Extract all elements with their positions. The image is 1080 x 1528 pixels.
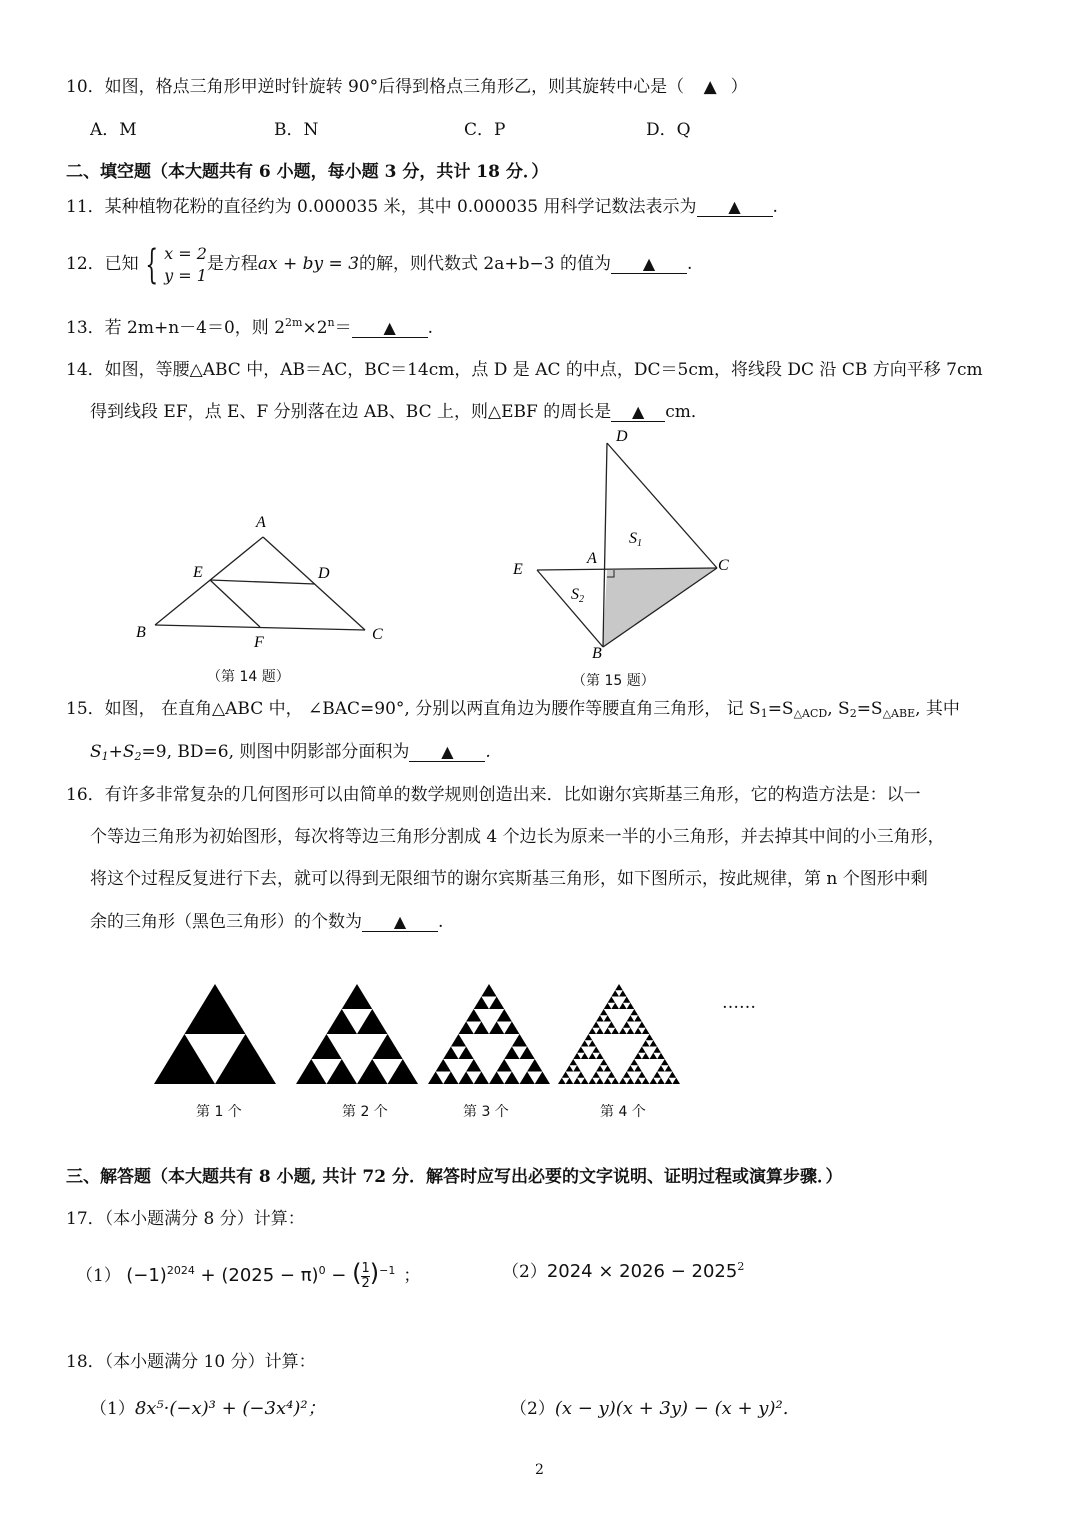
label-e: E xyxy=(193,564,203,581)
black-triangle xyxy=(608,997,616,1003)
black-triangle xyxy=(589,1053,597,1059)
black-triangle xyxy=(627,1003,635,1009)
q12 xyxy=(66,238,692,290)
black-triangle xyxy=(562,1072,570,1078)
black-triangle xyxy=(615,984,623,990)
q14-text1: 如图，等腰△ABC 中，AB＝AC，BC＝14cm，点 D 是 AC 的中点，DC＝5cm，将线段 DC 沿 CB 方向平移 7cm xyxy=(104,360,983,380)
q16-text4: 余的三角形（黑色三角形）的个数为 xyxy=(90,912,362,932)
answer-blank: ▲ xyxy=(362,913,438,932)
black-triangle xyxy=(630,1009,638,1015)
q10-number: 10． xyxy=(66,77,105,97)
black-triangle xyxy=(604,1015,612,1021)
black-triangle xyxy=(623,997,631,1003)
black-triangle xyxy=(596,1078,604,1084)
label-a: A xyxy=(587,550,597,567)
q18-p2-expr: (x − y)(x + 3y) − (x + y)². xyxy=(554,1398,789,1419)
q11-number: 11． xyxy=(66,197,105,217)
segment-ef xyxy=(210,580,260,627)
black-triangle xyxy=(589,1040,597,1046)
black-triangle xyxy=(653,1047,661,1053)
black-triangle xyxy=(558,1078,566,1084)
black-triangle xyxy=(638,1022,646,1028)
black-triangle xyxy=(520,1047,535,1060)
q15-number: 15． xyxy=(66,699,105,719)
q13 xyxy=(66,317,433,339)
q15-line1 xyxy=(66,698,960,720)
black-triangle xyxy=(566,1078,574,1084)
q14-text2: 得到线段 EF，点 E、F 分别落在边 AB、BC 上，则△EBF 的周长是 xyxy=(90,402,612,422)
q17-p2-label: （2） xyxy=(502,1262,547,1282)
black-triangle xyxy=(665,1078,673,1084)
black-triangle xyxy=(185,984,246,1034)
black-triangle xyxy=(611,1028,619,1034)
q16-line1 xyxy=(66,784,921,806)
black-triangle xyxy=(657,1053,665,1059)
q13-eq: ＝ xyxy=(334,318,352,338)
black-triangle xyxy=(596,1053,604,1059)
black-triangle xyxy=(296,1059,327,1084)
q15-t4: =S xyxy=(856,699,883,719)
black-triangle xyxy=(619,1003,627,1009)
black-triangle xyxy=(504,1072,519,1085)
black-triangle xyxy=(388,1059,419,1084)
black-triangle xyxy=(630,1059,638,1065)
q13-times: ×2 xyxy=(302,318,328,338)
q15-sub1: △ACD xyxy=(793,707,828,720)
black-triangle xyxy=(646,1034,654,1040)
black-triangle xyxy=(592,1047,600,1053)
black-triangle xyxy=(638,1047,646,1053)
black-triangle xyxy=(672,1078,680,1084)
frac-den: 2 xyxy=(361,1275,370,1291)
figure-15 xyxy=(505,425,745,665)
line-dc xyxy=(607,443,717,568)
black-triangle xyxy=(596,1028,604,1034)
q12-number: 12． xyxy=(66,254,105,274)
q18-part2 xyxy=(510,1398,788,1420)
black-triangle xyxy=(577,1072,585,1078)
q10-stem xyxy=(66,76,748,98)
q10-option-b: B．N xyxy=(274,120,319,140)
q11-text: 某种植物花粉的直径约为 0.000035 米，其中 0.000035 用科学记数法表示为 xyxy=(104,197,697,217)
black-triangle xyxy=(489,1022,504,1035)
eq-x: x = 2 xyxy=(164,243,207,263)
black-triangle xyxy=(443,1047,458,1060)
black-triangle xyxy=(657,1065,665,1071)
black-triangle xyxy=(619,1078,627,1084)
black-triangle xyxy=(581,1053,589,1059)
black-triangle xyxy=(650,1053,658,1059)
figure-label-1: 第 1 个 xyxy=(196,1104,242,1120)
q15-s1: 1 xyxy=(760,707,768,720)
q17-p1-c: − xyxy=(325,1265,353,1286)
black-triangle xyxy=(327,1059,358,1084)
q18-p1-label: （1） xyxy=(90,1399,135,1419)
black-triangle xyxy=(634,1078,642,1084)
black-triangle xyxy=(489,997,504,1010)
black-triangle xyxy=(592,1022,600,1028)
black-triangle xyxy=(466,1059,481,1072)
q15-line2 xyxy=(90,741,491,763)
black-triangle xyxy=(459,1072,474,1085)
black-triangle xyxy=(357,1009,388,1034)
q17-part1 xyxy=(76,1256,420,1293)
q14-end: cm． xyxy=(665,402,708,422)
q15-u1: S xyxy=(90,742,102,762)
black-triangle xyxy=(569,1059,577,1065)
q17-p2-expr: 2024 × 2026 − 2025 xyxy=(546,1261,738,1282)
q13-exp2: n xyxy=(327,316,335,329)
q18-part1 xyxy=(90,1398,326,1420)
black-triangle xyxy=(611,1003,619,1009)
answer-blank: ▲ xyxy=(409,743,485,762)
figure-label-4: 第 4 个 xyxy=(600,1104,646,1120)
figure-label-2: 第 2 个 xyxy=(342,1104,388,1120)
q18-p1-expr: 8x⁵·(−x)³ + (−3x⁴)²； xyxy=(134,1398,326,1419)
black-triangle xyxy=(642,1040,650,1046)
label-b: B xyxy=(136,624,146,641)
black-triangle xyxy=(589,1028,597,1034)
answer-blank: ▲ xyxy=(697,198,773,217)
q17-p1-exp: 2024 xyxy=(166,1264,195,1277)
answer-blank: ▲ xyxy=(352,319,428,338)
q16-line3: 将这个过程反复进行下去，就可以得到无限细节的谢尔宾斯基三角形，如下图所示，按此规律，第 n 个图形中剩 xyxy=(90,869,928,889)
q15-u4: 2 xyxy=(134,750,142,763)
label-f: F xyxy=(254,634,264,651)
q17-head: 17．（本小题满分 8 分）计算： xyxy=(66,1209,305,1229)
q13-end: . xyxy=(427,318,434,338)
q16-end: . xyxy=(438,912,444,932)
black-triangle xyxy=(638,1072,646,1078)
black-triangle xyxy=(573,1053,581,1059)
black-triangle xyxy=(451,1034,466,1047)
q15-t1: 如图， 在直角△ABC 中， ∠BAC=90°, 分别以两直角边为腰作等腰直角三角形， 记 S xyxy=(104,699,761,719)
line-eb xyxy=(537,570,603,647)
black-triangle xyxy=(497,1009,512,1022)
q16-number: 16． xyxy=(66,785,105,805)
q15-u2: 1 xyxy=(101,750,109,763)
q11-end: . xyxy=(772,197,778,217)
black-triangle xyxy=(634,1053,642,1059)
black-triangle xyxy=(573,1078,581,1084)
answer-blank: ▲ xyxy=(611,255,687,274)
label-d: D xyxy=(318,565,330,582)
black-triangle xyxy=(497,1059,512,1072)
black-triangle xyxy=(577,1047,585,1053)
black-triangle xyxy=(596,1015,604,1021)
black-triangle xyxy=(661,1059,669,1065)
q13-pre: 若 2m+n－4＝0，则 2 xyxy=(104,318,286,338)
page-number: 2 xyxy=(535,1462,544,1478)
black-triangle xyxy=(520,1072,535,1085)
black-triangle xyxy=(585,1034,593,1040)
q15-end: . xyxy=(485,742,491,762)
black-triangle xyxy=(596,1065,604,1071)
black-triangle xyxy=(611,990,619,996)
q10-close: ） xyxy=(730,77,748,97)
q12-pre: 已知 xyxy=(104,254,139,274)
black-triangle xyxy=(650,1078,658,1084)
black-triangle xyxy=(581,1078,589,1084)
q10-option-c: C．P xyxy=(464,120,506,140)
side-bc xyxy=(155,625,365,630)
q12-equation: ax + by = 3 xyxy=(257,254,360,274)
q14-line2 xyxy=(90,401,708,423)
black-triangle xyxy=(604,1003,612,1009)
black-triangle xyxy=(443,1072,458,1085)
q17-p1-expneg: −1 xyxy=(379,1264,396,1277)
black-triangle xyxy=(474,1022,489,1035)
black-triangle xyxy=(665,1065,673,1071)
black-triangle xyxy=(311,1034,342,1059)
black-triangle xyxy=(650,1040,658,1046)
q15-u3: +S xyxy=(108,742,135,762)
label-s2: S2 xyxy=(571,586,584,605)
black-triangle xyxy=(608,1022,616,1028)
black-triangle xyxy=(436,1059,451,1072)
label-b: B xyxy=(592,645,602,662)
black-triangle xyxy=(627,1078,635,1084)
answer-blank: ▲ xyxy=(611,403,665,422)
figure-label-3: 第 3 个 xyxy=(463,1104,509,1120)
black-triangle xyxy=(611,1078,619,1084)
caption-14: （第 14 题） xyxy=(207,669,290,685)
black-triangle xyxy=(589,1078,597,1084)
black-triangle xyxy=(459,1047,474,1060)
label-d: D xyxy=(616,428,628,445)
q17-p1-end: ； xyxy=(403,1266,421,1286)
black-triangle xyxy=(619,990,627,996)
equation-system xyxy=(164,243,207,287)
black-triangle xyxy=(634,1065,642,1071)
q10-text: 如图，格点三角形甲逆时针旋转 90°后得到格点三角形乙，则其旋转中心是（ xyxy=(104,77,685,97)
black-triangle xyxy=(604,1078,612,1084)
black-triangle xyxy=(653,1072,661,1078)
black-triangle xyxy=(600,1009,608,1015)
black-triangle xyxy=(581,1040,589,1046)
black-triangle xyxy=(327,1009,358,1034)
black-triangle xyxy=(466,1009,481,1022)
q17-p1-exp0: 0 xyxy=(318,1264,326,1277)
black-triangle xyxy=(623,1072,631,1078)
black-triangle xyxy=(428,1072,443,1085)
q12-post: 的解，则代数式 2a+b−3 的值为 xyxy=(359,254,611,274)
black-triangle xyxy=(527,1059,542,1072)
q13-exp1: 2m xyxy=(285,316,303,329)
q18-p2-label: （2） xyxy=(510,1399,555,1419)
black-triangle xyxy=(604,1065,612,1071)
black-triangle xyxy=(535,1072,550,1085)
q17-p1-expr: $(-1)^{2024} + (2025 - \pi)^0$ − ( $\frac{1}{2}$ )$^{-1}$ xyxy=(126,1259,396,1291)
black-triangle xyxy=(627,1015,635,1021)
q14-number: 14． xyxy=(66,360,105,380)
eq-y: y = 1 xyxy=(164,265,207,285)
black-triangle xyxy=(342,984,373,1009)
brace-icon: { xyxy=(145,241,158,288)
q17-p1-a: (−1) xyxy=(126,1265,167,1286)
caption-15: （第 15 题） xyxy=(572,673,655,689)
black-triangle xyxy=(642,1028,650,1034)
q16-text1: 有许多非常复杂的几何图形可以由简单的数学规则创造出来．比如谢尔宾斯基三角形，它的构造方法是：以一 xyxy=(104,785,921,805)
segment-ed xyxy=(210,580,315,584)
black-triangle xyxy=(573,1065,581,1071)
q14-line1 xyxy=(66,359,983,381)
q12-mid: 是方程 xyxy=(206,254,258,274)
black-triangle xyxy=(623,1022,631,1028)
q12-end: . xyxy=(686,254,693,274)
black-triangle xyxy=(474,997,489,1010)
black-triangle xyxy=(215,1034,276,1084)
q17-part2 xyxy=(502,1261,744,1283)
section-2-title: 二、填空题（本大题共有 6 小题，每小题 3 分，共计 18 分．） xyxy=(66,162,549,182)
q17-p1-b: + (2025 − π) xyxy=(194,1265,319,1286)
label-c: C xyxy=(372,626,383,643)
q16-line4 xyxy=(90,911,443,933)
black-triangle xyxy=(504,1047,519,1060)
black-triangle xyxy=(154,1034,215,1084)
q15-s2: 2 xyxy=(849,707,857,720)
black-triangle xyxy=(619,1028,627,1034)
q18-head: 18．（本小题满分 10 分）计算： xyxy=(66,1352,316,1372)
label-a: A xyxy=(256,514,266,531)
figure-14 xyxy=(130,505,400,665)
black-triangle xyxy=(489,1072,504,1085)
black-triangle xyxy=(669,1072,677,1078)
frac-num: 1 xyxy=(361,1260,370,1276)
q15-t5: , 其中 xyxy=(915,699,960,719)
q17-p2-exp: 2 xyxy=(737,1260,745,1273)
q15-u5: =9, BD=6, 则图中阴影部分面积为 xyxy=(141,742,410,762)
q13-number: 13． xyxy=(66,318,105,338)
section-3-title: 三、解答题（本大题共有 8 小题, 共计 72 分．解答时应写出必要的文字说明、证明过程或演算步骤．） xyxy=(66,1167,843,1187)
black-triangle xyxy=(566,1065,574,1071)
black-triangle xyxy=(372,1034,403,1059)
black-triangle xyxy=(627,1065,635,1071)
ellipsis: …… xyxy=(722,993,756,1013)
black-triangle xyxy=(600,1059,608,1065)
black-triangle xyxy=(512,1034,527,1047)
q10-option-a: A．M xyxy=(90,120,137,140)
q16-line2: 个等边三角形为初始图形，每次将等边三角形分割成 4 个边长为原来一半的小三角形，并去掉其中间的小三角形， xyxy=(90,827,945,847)
black-triangle xyxy=(642,1053,650,1059)
q11 xyxy=(66,196,778,218)
label-s1: S1 xyxy=(629,530,642,549)
black-triangle xyxy=(474,1072,489,1085)
black-triangle xyxy=(627,1028,635,1034)
black-triangle xyxy=(459,1022,474,1035)
black-triangle xyxy=(592,1072,600,1078)
black-triangle xyxy=(357,1059,388,1084)
fraction-half xyxy=(361,1262,369,1291)
q15-t3: , S xyxy=(827,699,850,719)
black-triangle xyxy=(604,1028,612,1034)
q17-p1-label: （1） xyxy=(76,1266,121,1286)
black-triangle xyxy=(481,984,496,997)
q10-option-d: D．Q xyxy=(646,120,691,140)
q15-t2: =S xyxy=(767,699,794,719)
black-triangle xyxy=(634,1015,642,1021)
black-triangle xyxy=(634,1028,642,1034)
sierpinski-figures xyxy=(150,980,720,1090)
answer-mark: ▲ xyxy=(703,77,717,97)
black-triangle xyxy=(642,1078,650,1084)
black-triangle xyxy=(657,1078,665,1084)
label-e: E xyxy=(513,561,523,578)
q15-sub2: △ABE xyxy=(882,707,916,720)
label-c: C xyxy=(718,557,729,574)
black-triangle xyxy=(608,1072,616,1078)
black-triangle xyxy=(504,1022,519,1035)
